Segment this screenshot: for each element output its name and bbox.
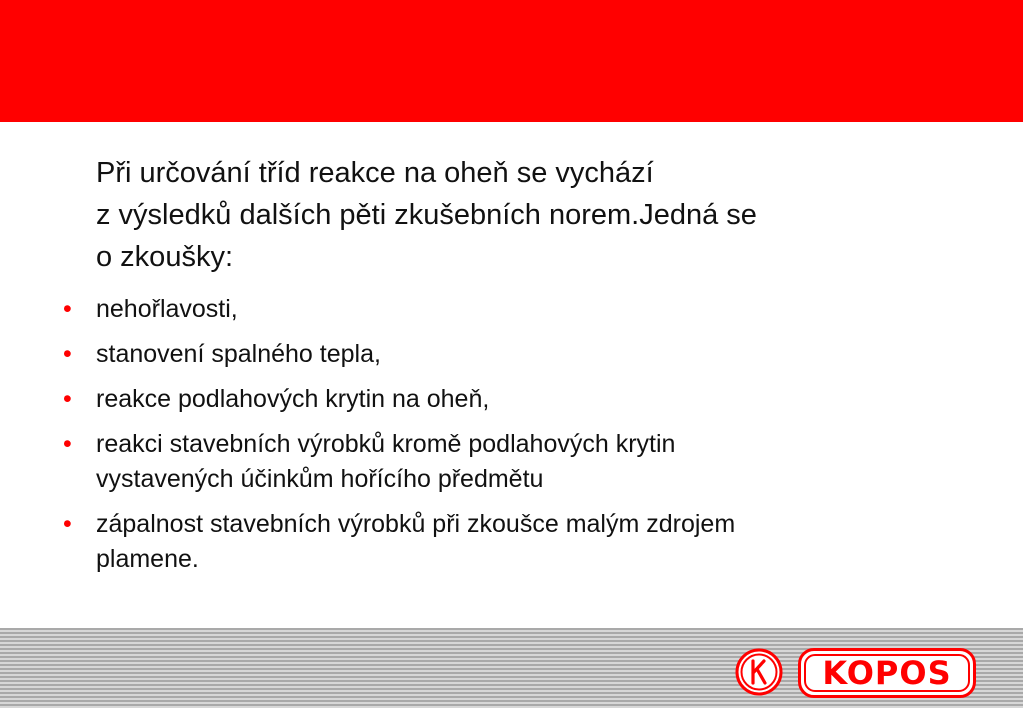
bullet-item-5 [63,507,956,577]
bullet-text-line-2: vystavených účinkům hořícího předmětu [96,465,544,493]
kopos-wordmark: KOPOS [822,654,952,692]
bullet-text: stanovení spalného tepla, [96,340,381,368]
bullet-item-3 [63,382,956,417]
bullet-item-2 [63,337,956,372]
bullet-text-line-1: reakci stavebních výrobků kromě podlahových krytin [96,430,676,458]
intro-text [96,152,976,278]
intro-line-1: Při určování tříd reakce na oheň se vychází [96,157,654,189]
bullet-text-line-2: plamene. [96,545,199,573]
bullet-text: nehořlavosti, [96,295,238,323]
bullet-marker: • [63,430,72,458]
kopos-logo [730,644,978,702]
bullet-item-4 [63,427,956,497]
bullet-item-1 [63,292,956,327]
bullet-text: reakce podlahových krytin na oheň, [96,385,490,413]
k-circle-logo-icon [734,647,784,697]
bullet-marker: • [63,295,72,323]
intro-line-3: o zkoušky: [96,241,233,273]
bullet-marker: • [63,385,72,413]
kopos-wordmark-box [798,648,976,698]
bullet-text-line-1: zápalnost stavebních výrobků při zkoušce malým zdrojem [96,510,736,538]
bullet-marker: • [63,340,72,368]
bullet-marker: • [63,510,72,538]
bullet-list [63,292,956,587]
intro-line-2: z výsledků dalších pěti zkušebních norem.Jedná se [96,199,757,231]
